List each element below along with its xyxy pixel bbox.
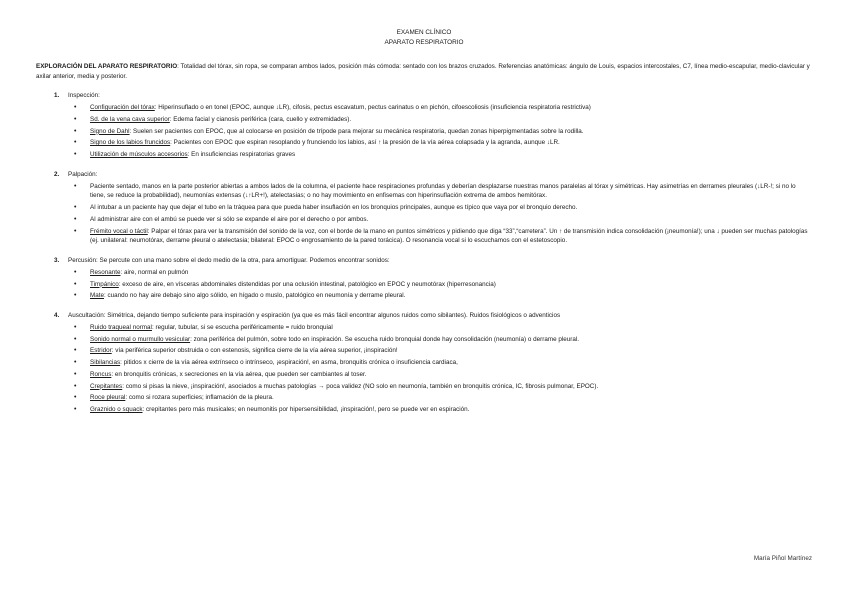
item-text: : Palpar el tórax para ver la transmisión del sonido de la voz, con el borde de la mano en puntos simétricos y pidiendo que diga “33”,“carretera”. Un ↑ de transmisión indica consolidación (¡neumonía!); una ↓ pueden ser muchas patologías (ej. unilateral: neumotórax, derrame pleural o atelectasia; bilateral: EPOC o engrosamiento de la pared torácica). O resonancia vocal si lo escuchamos con el estetoscopio. (90, 227, 808, 245)
item-text: : crepitantes pero más musicales; en neumonitis por hipersensibilidad, ¡inspiración!, pero se puede ver en espiración. (142, 406, 470, 414)
section-title: Inspección: (68, 92, 100, 100)
item-term: Configuración del tórax (90, 104, 155, 112)
list-item (36, 127, 812, 137)
section-title: Percusión: Se percute con una mano sobre el dedo medio de la otra, para amortiguar. Podemos encontrar sonidos: (68, 257, 390, 265)
section-3 (36, 256, 812, 301)
item-text: : como si rozara superficies; inflamación de la pleura. (125, 394, 274, 402)
item-term: Sd. de la vena cava superior (90, 115, 170, 123)
section-4 (36, 311, 812, 415)
document-subtitle: APARATO RESPIRATORIO (384, 38, 464, 46)
item-text: : Pacientes con EPOC que espiran resoplando y frunciendo los labios, así ↑ la presión de la vía aérea colapsada y la agranda, aunque ↓LR. (170, 139, 560, 147)
list-item (36, 268, 812, 278)
item-term: Sonido normal o murmullo vesicular (90, 335, 191, 343)
item-text: : aire, normal en pulmón (120, 268, 189, 276)
item-term: Signo de los labios fruncidos (90, 139, 171, 147)
item-term: Roncus (90, 370, 112, 378)
title-block (36, 28, 812, 48)
intro-text: : Totalidad del tórax, sin ropa, se comparan ambos lados, posición más cómoda: sentado con los brazos cruzados. Referencias anatómicas: ángulo de Louis, espacios intercostales, C7, línea medio-escapular, medio-clavicular y axilar anterior, media y posterior. (36, 62, 810, 80)
list-item (36, 358, 812, 368)
section-heading (54, 170, 812, 180)
list-item (36, 138, 812, 148)
item-text: : En insuficiencias respiratorias graves (187, 151, 296, 159)
document-page (36, 28, 812, 425)
item-text: : Suelen ser pacientes con EPOC, que al colocarse en posición de trípode para mejorar su mecánica respiratoria, quedan zonas hiperpigmentadas sobre la rodilla. (129, 127, 584, 135)
item-text: Paciente sentado, manos en la parte posterior abiertas a ambos lados de la columna, el paciente hace respiraciones profundas y deberían desplazarse nuestras manos paralelas al tórax y simétricas. Hay asimetrías en derrames pleurales (↓LR-!; si no lo tiene, se reduce la probabilidad), neumonías extensas (↓↑LR+!), atelectasias; o no hay movimiento en enfisemas con hiperinsuflación extrema de ambos hemitórax. (90, 182, 796, 200)
section-title: Auscultación: Simétrica, dejando tiempo suficiente para inspiración y espiración (ya que es más fácil encontrar algunos ruidos como sibilantes). Ruidos fisiológicos o adventicios (68, 312, 561, 320)
item-text: : zona periférica del pulmón, sobre todo en inspiración. Se escucha ruido bronquial donde hay consolidación (neumonía) o derrame pleural. (190, 335, 579, 343)
list-item (36, 227, 812, 247)
list-item (36, 382, 812, 392)
sections-container (36, 91, 812, 415)
item-term: Crepitantes (90, 382, 123, 390)
list-item (36, 115, 812, 125)
intro-paragraph (36, 62, 812, 82)
bullet-list (36, 323, 812, 415)
item-text: : regular, tubular, si se escucha periféricamente = ruido bronquial (151, 323, 333, 331)
author-name: María Piñol Martínez (753, 555, 812, 562)
item-text: : en bronquitis crónicas, x secreciones en la vía aérea, que pueden ser cambiantes al toser. (111, 370, 367, 378)
item-term: Graznido o squack (90, 406, 143, 414)
intro-heading: EXPLORACIÓN DEL APARATO RESPIRATORIO (36, 62, 178, 70)
bullet-list (36, 182, 812, 247)
item-term: Timpánico (90, 280, 119, 288)
list-item (36, 182, 812, 202)
list-item (36, 291, 812, 301)
section-number: 4. (54, 312, 60, 320)
list-item (36, 335, 812, 345)
list-item (36, 323, 812, 333)
list-item (36, 393, 812, 403)
item-text: : cuando no hay aire debajo sino algo sólido, en hígado o muslo, patológico en neumonía y derrame pleural. (104, 292, 406, 300)
list-item (36, 405, 812, 415)
section-2 (36, 170, 812, 246)
section-number: 3. (54, 257, 60, 265)
item-text: : exceso de aire, en vísceras abdominales distendidas por una oclusión intestinal, patológico en EPOC y neumotórax (hiperresonancia) (118, 280, 496, 288)
item-term: Signo de Dahl (90, 127, 130, 135)
item-term: Mate (90, 292, 104, 300)
item-term: Sibilancias (90, 359, 121, 367)
document-title: EXAMEN CLÍNICO (396, 29, 452, 36)
list-item (36, 370, 812, 380)
item-term: Ruido traqueal normal (90, 323, 152, 331)
section-heading (54, 91, 812, 101)
item-text: Al administrar aire con el ambú se puede ver si sólo se expande el aire por el derecho o por ambos. (90, 215, 369, 223)
list-item (36, 203, 812, 213)
list-item (36, 346, 812, 356)
section-1 (36, 91, 812, 160)
section-title: Palpación: (68, 170, 98, 178)
section-number: 2. (54, 170, 60, 178)
bullet-list (36, 268, 812, 301)
section-heading (54, 256, 812, 266)
item-term: Resonante (90, 268, 121, 276)
list-item (36, 103, 812, 113)
bullet-list (36, 103, 812, 160)
item-term: Estridor (90, 347, 112, 355)
item-text: Al intubar a un paciente hay que dejar el tubo en la tráquea para que pueda haber insuflación en los bronquios principales, aunque es típico que vaya por el bronquio derecho. (90, 204, 578, 212)
item-text: : como si pisas la nieve, ¡inspiración!, asociados a muchas patologías → poca validez (NO solo en neumonía, también en bronquitis crónica, IC, fibrosis pulmonar, EPOC). (122, 382, 599, 390)
section-number: 1. (54, 92, 60, 100)
list-item (36, 215, 812, 225)
item-text: : Edema facial y cianosis periférica (cara, cuello y extremidades). (169, 115, 352, 123)
item-text: : Hiperinsuflado o en tonel (EPOC, aunque ↓LR), cifosis, pectus escavatum, pectus carinatus o en pichón, cifoescoliosis (insuficiencia respiratoria restrictiva) (154, 104, 591, 112)
list-item (36, 150, 812, 160)
item-term: Frémito vocal o táctil (90, 227, 148, 235)
item-text: : vía periférica superior obstruida o con estenosis, significa cierre de la vía aérea superior, ¡inspiración! (111, 347, 398, 355)
item-text: : pitidos x cierre de la vía aérea extrínseco o intrínseco, ¡espiración!, en asma, bronquitis crónica o insuficiencia cardiaca, (120, 359, 458, 367)
item-term: Utilización de músculos accesorios (90, 151, 188, 159)
list-item (36, 280, 812, 290)
item-term: Roce pleural (90, 394, 126, 402)
section-heading (54, 311, 812, 321)
